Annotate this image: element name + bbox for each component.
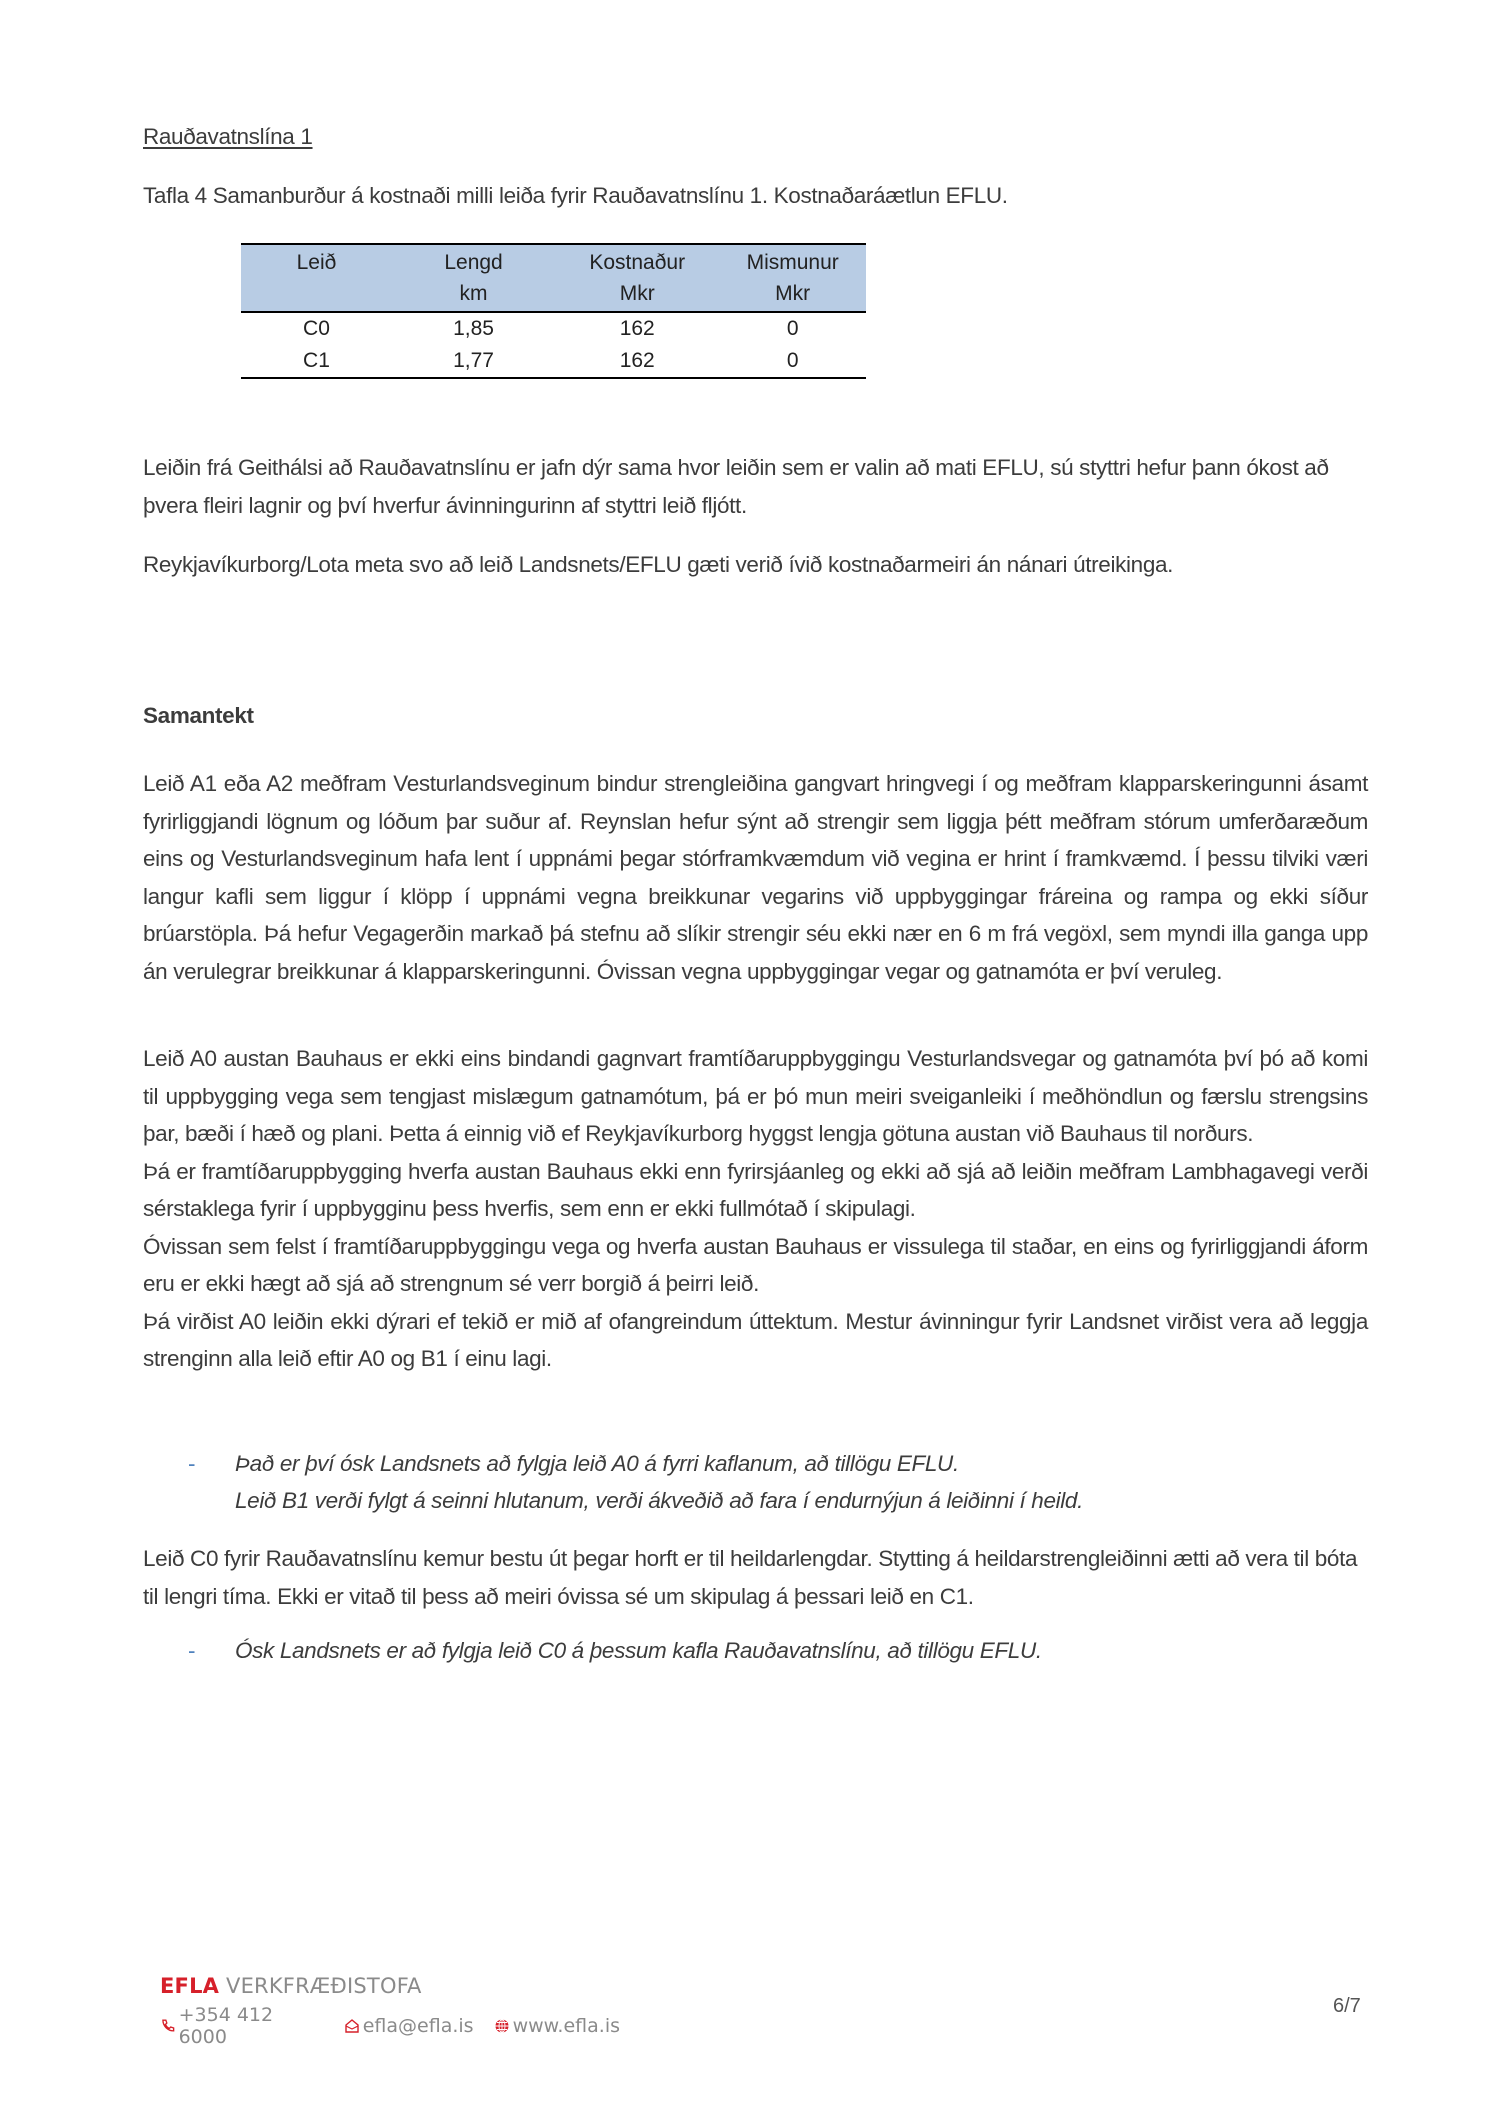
list-item: - Ósk Landsnets er að fylgja leið C0 á þessum kafla Rauðavatnslínu, að tillögu EFLU.	[143, 1632, 1368, 1669]
paragraph-route-a0-part3: Óvissan sem felst í framtíðaruppbyggingu vega og hverfa austan Bauhaus er vissulega til staðar, en eins og fyrirliggjandi áform eru er ekki hægt að sjá að strengnum sé verr borgið á þeirri leið.	[143, 1233, 1368, 1296]
bullet-dash-icon: -	[188, 1638, 196, 1663]
list-item: - Það er því ósk Landsnets að fylgja leið A0 á fyrri kaflanum, að tillögu EFLU. Leið B1 verði fylgt á seinni hlutanum, verði ákveðið að fara í endurnýjun á leiðinni í heild.	[143, 1445, 1368, 1519]
table-header-row	[241, 244, 866, 312]
table-caption: Tafla 4 Samanburður á kostnaði milli leiða fyrir Rauðavatnslínu 1. Kostnaðaráætlun EFLU.	[143, 183, 1008, 208]
page-footer	[160, 1972, 620, 2048]
paragraph-route-a0-part1: Leið A0 austan Bauhaus er ekki eins bindandi gagnvart framtíðaruppbyggingu Vesturlandsvegar og gatnamóta því þó að komi til uppbygging vega sem tengjast mislægum gatnamótum, þá er þó mun meiri sveiganleiki í meðhöndlun og færslu strengsins þar, bæði í hæð og plani. Þetta á einnig við ef Reykjavíkurborg hyggst lengja götuna austan við Bauhaus til norðurs.	[143, 1046, 1368, 1146]
column-header-lengd: Lengd km	[392, 244, 555, 312]
cell-kostnadur: 162	[555, 345, 719, 378]
column-header-mismunur: Mismunur Mkr	[719, 244, 866, 312]
paragraph-route-a0-part2: Þá er framtíðaruppbygging hverfa austan Bauhaus ekki enn fyrirsjáanleg og ekki að sjá að leiðin meðfram Lambhagavegi verði sérstaklega fyrir í uppbygginu þess hverfis, sem enn er ekki fullmótað í skipulagi.	[143, 1158, 1368, 1221]
paragraph-route-c0: Leið C0 fyrir Rauðavatnslínu kemur bestu út þegar horft er til heildarlengdar. Stytting á heildarstrengleiðinni ætti að vera til bóta til lengri tíma. Ekki er vitað til þess að meiri óvissa sé um skipulag á þessari leið en C1.	[143, 1546, 1358, 1609]
globe-icon	[494, 2018, 510, 2034]
cell-leid: C1	[241, 345, 392, 378]
recommendation-list-c0	[143, 1632, 1368, 1669]
cost-comparison-table	[241, 243, 866, 379]
paragraph-route-a1-a2: Leið A1 eða A2 meðfram Vesturlandsveginum bindur strengleiðina gangvart hringvegi í og meðfram klapparskeringunni ásamt fyrirliggjandi lögnum og lóðum þar suður af. Reynslan hefur sýnt að strengir sem liggja þétt meðfram stórum umferðaræðum eins og Vesturlandsveginum hafa lent í uppnámi þegar stórframkvæmdum við vegina er hrint í framkvæmd. Í þessu tilviki væri langur kafli sem liggur í klöpp í uppnámi vegna breikkunar vegarins við uppbyggingar fráreina og rampa og ekki síður brúarstöpla. Þá hefur Vegagerðin markað þá stefnu að slíkir strengir séu ekki nær en 6 m frá vegöxl, sem myndi illa ganga upp án verulegrar breikkunar á klapparskeringunni. Óvissan vegna uppbyggingar vegar og gatnamóta er því veruleg.	[143, 771, 1368, 984]
cell-mismunur: 0	[719, 345, 866, 378]
cell-lengd: 1,77	[392, 345, 555, 378]
cell-leid: C0	[303, 317, 330, 340]
table-row	[241, 312, 866, 345]
contact-info	[160, 2004, 620, 2048]
page-number: 6/7	[1333, 1995, 1361, 2017]
brand-subtitle: VERKFRÆÐISTOFA	[226, 1974, 422, 1998]
contact-phone: +354 412 6000	[160, 2004, 324, 2048]
table-row	[241, 345, 866, 378]
recommendation-list-a0	[143, 1445, 1368, 1519]
section-title: Rauðavatnslína 1	[143, 124, 313, 149]
bullet-dash-icon: -	[188, 1451, 196, 1476]
phone-icon	[160, 2018, 176, 2034]
paragraph-cost-comparison: Leiðin frá Geithálsi að Rauðavatnslínu er jafn dýr sama hvor leiðin sem er valin að mati EFLU, sú styttri hefur þann ókost að þvera fleiri lagnir og því hverfur ávinningurinn af styttri leið fljótt.	[143, 455, 1329, 518]
cell-lengd: 1,85	[453, 317, 494, 340]
cell-kostnadur: 162	[619, 317, 655, 340]
contact-website[interactable]: www.efla.is	[494, 2015, 620, 2037]
paragraph-route-a0	[143, 1040, 1368, 1378]
contact-email[interactable]: efla@efla.is	[344, 2015, 474, 2037]
column-header-leid: Leið	[241, 244, 392, 312]
cell-mismunur: 0	[786, 317, 799, 340]
paragraph-route-a0-part4: Þá virðist A0 leiðin ekki dýrari ef tekið er mið af ofangreindum úttektum. Mestur ávinningur fyrir Landsnet virðist vera að leggja strenginn alla leið eftir A0 og B1 í einu lagi.	[143, 1308, 1368, 1371]
summary-heading: Samantekt	[143, 703, 254, 728]
company-logo	[160, 1972, 620, 2000]
column-header-kostnadur: Kostnaður Mkr	[555, 244, 719, 312]
envelope-icon	[344, 2018, 360, 2034]
paragraph-reykjavik-estimate: Reykjavíkurborg/Lota meta svo að leið Landsnets/EFLU gæti verið ívið kostnaðarmeiri án nánari útreikinga.	[143, 552, 1174, 577]
brand-name: EFLA	[160, 1974, 220, 1998]
